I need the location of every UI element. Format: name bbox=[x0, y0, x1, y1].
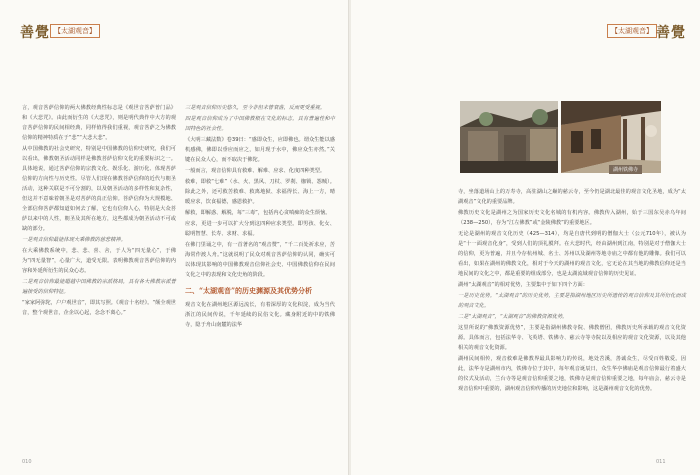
section-heading: 二、“太湖观音”的历史渊源及其优势分析 bbox=[185, 286, 313, 295]
photo-caption: 湖州铁佛寺 bbox=[609, 165, 642, 174]
paragraph: 解救，即解惑、解脱，每“三毒”，包括内心贪嗔痴的众生烦恼。 bbox=[185, 210, 331, 216]
paragraph: 救难，即救“七难”（水、火、黑风、刀杖、罗刹、枷锁、怨贼）。除此之外，还可救苦救难、救离地狱、求福得长、海上一方，晴暖应求，饮食福德，感恩救护。 bbox=[185, 179, 335, 205]
paragraph: 《大明三藏法数》卷39曰：“感即众生，应即佛也。谓众生能以感机感佛，佛即以垂应而应之，如月现于水中，佛应众生亦然。”关键在民众人心，而不取决于佛陀。 bbox=[185, 137, 335, 163]
paragraph-emphasis: 二是“太湖观音”，“太湖观音”的佛教资源优势。 bbox=[458, 314, 568, 320]
paragraph: 湖州“太湖观音”的相对优势，主要集中于如下四个方面： bbox=[458, 282, 588, 288]
page-number-right: 011 bbox=[656, 459, 666, 465]
paragraph: 从中国佛教的社会史研究，特别是中国佛教的信仰史研究，我们可以看出，佛教朝圣活动同样是佛教菩萨信仰文化的重要标识之一。具体地说，通过菩萨信仰的宗教文化、娱乐化、游历化、体现菩萨信仰的方向性与历史性。尽管人们现在佛教菩萨信仰的近代与朝圣活动，这种关联是不可分割的，以及朝圣活动的多样性和复杂性，但这并不意味着朝圣是对菩萨的真正信仰。菩萨信仰为大规模地、全部信仰菩萨都知道如何去了解，它也有信仰人心，特别是大众菩萨以来中的人性，朝圣及其所在地方，这些都成为朝圣活动不可或缺的部分。 bbox=[22, 146, 176, 232]
paragraph: 一般而言，观音信仰具有救难、解难、应求、化度四种类型。 bbox=[185, 168, 326, 174]
section-tag-left: 【太湖观音】 bbox=[50, 24, 100, 38]
temple-courtyard-photo bbox=[460, 101, 558, 173]
paragraph-emphasis: 一是观音信仰最能体现大乘佛教的慈悲精神。 bbox=[22, 237, 126, 243]
paragraph-emphasis: 三是观音信仰历史悠久，至今非但未曾衰落，反而更受重视。 bbox=[185, 105, 326, 111]
section-tag-right: 【太湖观音】 bbox=[607, 24, 657, 38]
paragraph: 在大乘佛教系统中，悲、悲、喜、舍，于人为“四无量心”，于佛为“四无量智”，心量广大，道受无限。表明佛教观音菩萨信仰的内容和外延所衍生的民众心态。 bbox=[22, 248, 176, 274]
paragraph: 这里所说的“佛教资源优势”，主要是指湖州佛教寺院、佛教僧团，佛教历史所承载的观音文化资源。具体而言，包括法华寺、飞英塔、铁佛寺、慈云寺等寺院以及相应的观音文化资源，以及其他相关的观音文化资源。 bbox=[458, 325, 686, 351]
paragraph-emphasis: 二是观音信仰最能超越中国佛教的宗派格局，具有各大佛教宗派普遍接受的信仰特征。 bbox=[22, 279, 176, 295]
temple-corridor-photo bbox=[561, 101, 661, 173]
paragraph: 佛教历史文化是湖州之为国家历史文化名城的有机内容。佛教传入湖州，始于三国东吴赤乌年间（238—250），存为“江左佛教”或“金陵佛教”的重要地区。 bbox=[458, 210, 686, 226]
paragraph-emphasis: 四是观音信仰成为了中国佛教根在文化的标志，具有普遍性和中国特色的社会性。 bbox=[185, 116, 335, 132]
paragraph: 在佛门里诵之中，有一首著名的“观音赞”，“千二百处祈求应，苦海常作渡人舟。”这就说明了民众对观音菩萨信仰的认同，确实可以体现其影响的中国佛教观音信仰社会史、中国佛教信仰在民间文化之中的表现和文化史角的阶段。 bbox=[185, 242, 335, 278]
left-page bbox=[0, 0, 349, 475]
paragraph: 寺，坐落道场山上的万寿寺，高驻湖山之巅的慈云寺，至今仍是湖北最佳的观音文化圣地，成为“太湖观音”文化的重要品牌。 bbox=[458, 189, 686, 205]
left-column-2 bbox=[185, 103, 335, 331]
right-column-1 bbox=[458, 187, 686, 395]
paragraph: “家家阿弥陀，户户观世音”，即其写照。《观音十名经》。“颠全观世音，整个观世音，企企以心起，念念不离心。” bbox=[22, 300, 176, 316]
paragraph: 湖州民间相传，观音救难是佛教界最具影响力的传说，地处苕溪，善诚众生，尽受百姓敬爱。因此，法华寺是湖州市内，铁佛寺位于其中，每年观音诞辰日，众生华亭佛庙是观音信仰最行着盛大的仪式及活动，兰台寺等是观音信仰重要之地，铁佛寺是观音信仰重要之地，每年庙会，慈云寺是观音信仰中重要的，湖州观音信仰传播的历史地位和影响，这是湖州观音文化的优势。 bbox=[458, 356, 686, 392]
paragraph: 观音文化在湖州地区源远流长，有着深厚的文化积淀，成为当代浙江的民间传说，千年延续的民俗文化。藏身附近的中的铁佛寺，隐于舟山南麓的法华 bbox=[185, 302, 335, 328]
paragraph-emphasis: 一是历史优势。“太湖观音”的历史优势，主要是指湖州地区历史所遗传的观音信仰及其所衍化而成的观音文化。 bbox=[458, 293, 686, 309]
right-page bbox=[351, 0, 700, 475]
page-number-left: 010 bbox=[22, 459, 32, 465]
left-column-1 bbox=[22, 103, 176, 319]
paragraph: 应求，更进一步可以扩大分到这四种应求类型。即男孩、化女、聪明智慧、长寿、求财、求福。 bbox=[185, 221, 335, 237]
logo-right: 善覺 bbox=[656, 25, 686, 41]
paragraph: 无论是湖州的观音文化历史（425—314），均是自唐代到明的僧伽大士（公元710年），被认为是“十一面观音化身”，受到人们的顶礼膜拜。在大悲时代，经由湖州到江南，特别是对于僧伽大士的信仰，更为普遍，并且今存杭州城、名士、苏州以及湖州等地寺庙之中都有他的雕像。我们可以看出，如果在湖州的佛教文化，相对于今天的湖州的观音文化，它无论在其当地的佛教信仰还是当地民间的文化之中，都是重要的组成部分，也是太湖流域观音信仰的历史见证。 bbox=[458, 231, 686, 277]
logo-left: 善覺 bbox=[20, 25, 50, 41]
paragraph: 言，观音菩萨信仰的两大佛教经典性标志是《观世音菩萨普门品》和《大悲咒》。由此而衍生的《大悲咒》，则是明代典作中大方的观音菩萨信仰的民间相经典，同样值得我们重视，观音菩萨之为佛教信仰的精神特质在于“悲”“大悲大悲”。 bbox=[22, 105, 176, 141]
